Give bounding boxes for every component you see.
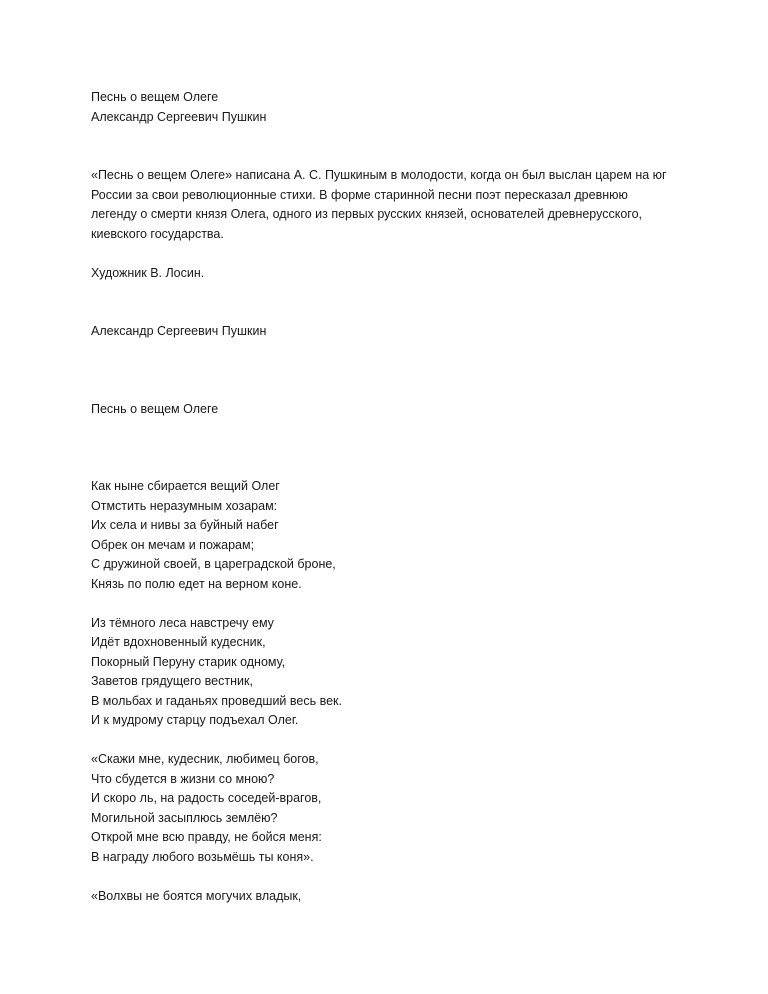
poem-line: Из тёмного леса навстречу ему (91, 615, 274, 630)
poem-line: Обрек он мечам и пожарам; (91, 537, 255, 552)
author-repeat-line: Александр Сергеевич Пушкин (91, 324, 267, 338)
poem-line: Идёт вдохновенный кудесник, (91, 635, 266, 649)
poem-line: Их села и нивы за буйный набег (91, 518, 279, 532)
author-repeat (91, 322, 691, 342)
stanza-3 (91, 750, 691, 867)
document-author: Александр Сергеевич Пушкин (91, 109, 267, 124)
poem-line: И скоро ль, на радость соседей-врагов, (91, 791, 322, 805)
intro-line: киевского государства. (91, 226, 224, 241)
poem-line: Как ныне сбирается вещий Олег (91, 479, 280, 493)
artist-line: Художник В. Лосин. (91, 265, 205, 280)
document-page (91, 88, 691, 906)
poem-line: И к мудрому старцу подъехал Олег. (91, 713, 299, 727)
artist-credit (91, 264, 691, 284)
poem-line: Что сбудется в жизни со мною? (91, 771, 275, 786)
intro-line: легенду о смерти князя Олега, одного из первых русских князей, основателей древнерусского, (91, 207, 642, 221)
poem-line: Отмстить неразумным хозарам: (91, 498, 278, 513)
poem-line: В мольбах и гаданьях проведший весь век. (91, 693, 342, 708)
title-repeat-line: Песнь о вещем Олеге (91, 401, 219, 416)
intro-line: России за свои революционные стихи. В форме старинной песни поэт пересказал древнюю (91, 187, 628, 202)
intro-line: «Песнь о вещем Олеге» написана А. С. Пушкиным в молодости, когда он был выслан царем на юг (91, 168, 667, 182)
stanza-1 (91, 477, 691, 594)
stanza-4 (91, 887, 691, 907)
poem-line: «Волхвы не боятся могучих владык, (91, 888, 302, 903)
header-block (91, 88, 691, 127)
document-title: Песнь о вещем Олеге (91, 90, 219, 104)
title-repeat (91, 400, 691, 420)
poem-line: Заветов грядущего вестник, (91, 674, 253, 688)
poem-line: Могильной засыплюсь землёю? (91, 810, 278, 825)
poem-line: В награду любого возьмёшь ты коня». (91, 849, 314, 864)
intro-paragraph (91, 166, 691, 244)
poem-line: «Скажи мне, кудесник, любимец богов, (91, 752, 319, 766)
poem-line: Князь по полю едет на верном коне. (91, 576, 302, 591)
poem-line: Открой мне всю правду, не бойся меня: (91, 830, 322, 844)
poem-line: Покорный Перуну старик одному, (91, 654, 286, 669)
poem-line: С дружиной своей, в цареградской броне, (91, 557, 336, 571)
poem (91, 477, 691, 906)
stanza-2 (91, 614, 691, 731)
